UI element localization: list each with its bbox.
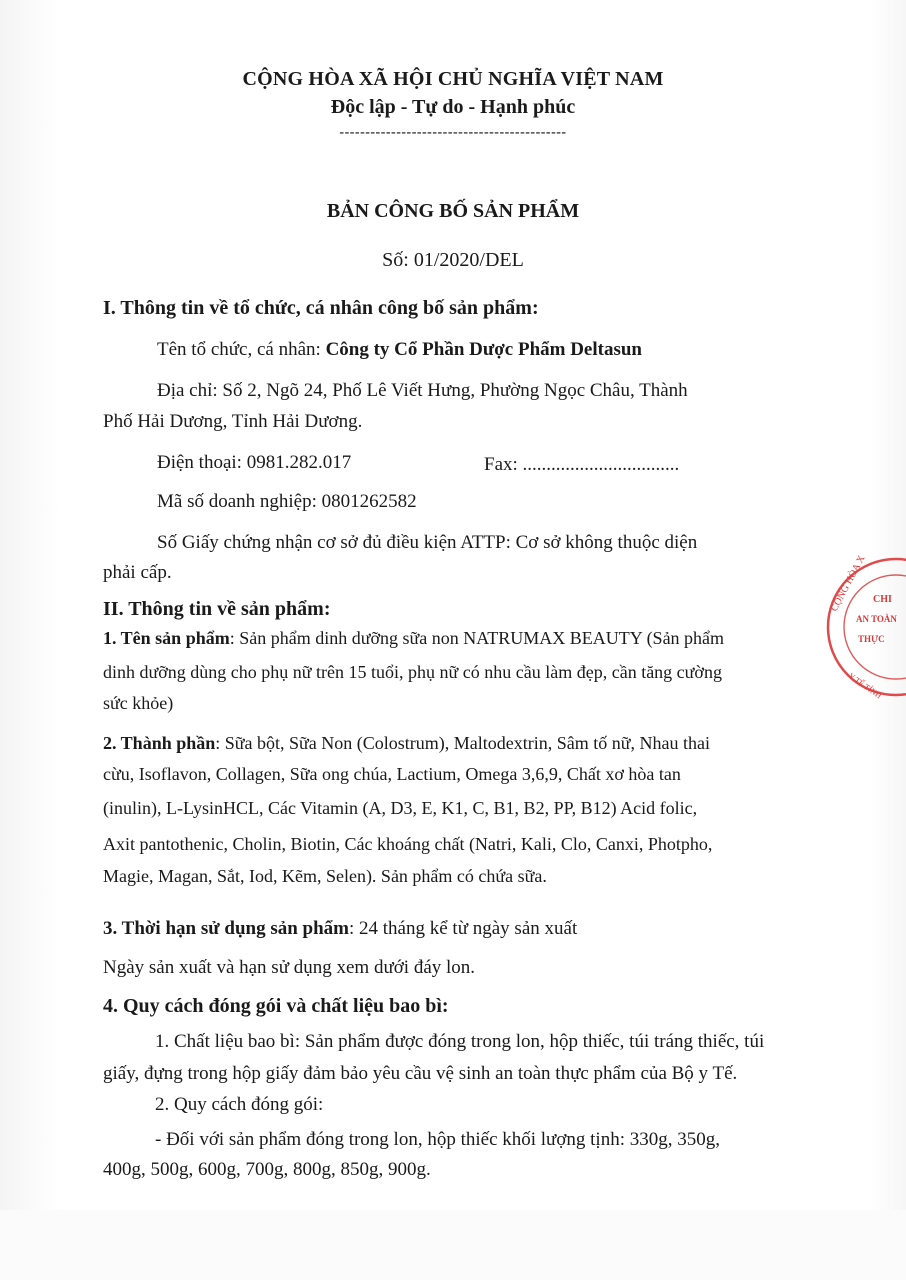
product-name-label: 1. Tên sản phẩm (103, 628, 230, 648)
packaging-material-line-2: giấy, đựng trong hộp giấy đảm bảo yêu cầu vệ sinh an toàn thực phẩm của Bộ y Tế. (103, 1063, 738, 1084)
phone-line: Điện thoại: 0981.282.017 (157, 452, 352, 473)
stamp-bottom-text: Y TẾ TỈNH (846, 671, 884, 701)
product-name-line-2: dinh dưỡng dùng cho phụ nữ trên 15 tuổi, phụ nữ có nhu cầu làm đẹp, cần tăng cường (103, 662, 722, 682)
national-heading: CỘNG HÒA XÃ HỘI CHỦ NGHĨA VIỆT NAM (242, 68, 664, 90)
ingredients-value: : Sữa bột, Sữa Non (Colostrum), Maltodextrin, Sâm tố nữ, Nhau thai (215, 733, 710, 753)
section-2-heading: II. Thông tin về sản phẩm: (103, 598, 331, 620)
stamp-line-3: THỰC (858, 634, 885, 644)
stamp-line-1: CHI (873, 594, 892, 605)
product-name-line-3: sức khỏe) (103, 693, 174, 713)
product-name-line-1 (103, 626, 724, 650)
ingredients-line-1 (103, 731, 710, 755)
address-line-1: Địa chỉ: Số 2, Ngõ 24, Phố Lê Viết Hưng, Phường Ngọc Châu, Thành (157, 380, 688, 401)
product-name-value: : Sản phẩm dinh dưỡng sữa non NATRUMAX BEAUTY (Sản phẩm (229, 628, 725, 648)
address-line-2: Phố Hải Dương, Tỉnh Hải Dương. (103, 411, 363, 432)
packaging-spec-heading: 2. Quy cách đóng gói: (155, 1094, 324, 1115)
packaging-spec-line-2: 400g, 500g, 600g, 700g, 800g, 850g, 900g. (103, 1159, 431, 1180)
ingredients-label: 2. Thành phần (103, 733, 216, 753)
org-name-label: Tên tổ chức, cá nhân: (157, 339, 326, 360)
packaging-material-line-1: 1. Chất liệu bao bì: Sản phẩm được đóng trong lon, hộp thiếc, túi tráng thiếc, túi (155, 1031, 765, 1052)
ingredients-line-2: cừu, Isoflavon, Collagen, Sữa ong chúa, Lactium, Omega 3,6,9, Chất xơ hòa tan (103, 764, 681, 784)
org-name-value: Công ty Cổ Phần Dược Phẩm Deltasun (325, 339, 643, 360)
ingredients-line-3: (inulin), L-LysinHCL, Các Vitamin (A, D3, E, K1, C, B1, B2, PP, B12) Acid folic, (103, 798, 698, 818)
stamp-ring-text: CỘNG HÒA X (828, 553, 868, 614)
shelf-life-line (103, 917, 577, 941)
section-1-heading: I. Thông tin về tổ chức, cá nhân công bố sản phẩm: (103, 297, 539, 319)
packaging-heading: 4. Quy cách đóng gói và chất liệu bao bì: (103, 995, 449, 1017)
ingredients-line-4: Axit pantothenic, Cholin, Biotin, Các khoáng chất (Natri, Kali, Clo, Canxi, Photpho, (103, 834, 713, 854)
page-bottom-margin (0, 1210, 906, 1280)
packaging-spec-line-1: - Đối với sản phẩm đóng trong lon, hộp thiếc khối lượng tịnh: 330g, 350g, (155, 1129, 720, 1150)
official-stamp-svg (818, 542, 906, 712)
motto-underline: -------------------------------------------- (339, 125, 567, 140)
shelf-life-label: 3. Thời hạn sử dụng sản phẩm (103, 918, 349, 939)
certificate-line-1: Số Giấy chứng nhận cơ sở đủ điều kiện ATTP: Cơ sở không thuộc diện (157, 532, 698, 553)
official-stamp (818, 542, 906, 712)
org-name-line (157, 338, 642, 362)
stamp-line-2: AN TOÀN (856, 614, 897, 624)
business-code-line: Mã số doanh nghiệp: 0801262582 (157, 491, 417, 512)
fax-line: Fax: ................................. (484, 454, 680, 475)
shelf-life-value: : 24 tháng kể từ ngày sản xuất (349, 918, 578, 939)
document-number: Số: 01/2020/DEL (382, 249, 524, 271)
certificate-line-2: phải cấp. (103, 562, 172, 583)
document-title: BẢN CÔNG BỐ SẢN PHẨM (326, 200, 580, 222)
production-date-note: Ngày sản xuất và hạn sử dụng xem dưới đáy lon. (103, 957, 476, 978)
ingredients-line-5: Magie, Magan, Sắt, Iod, Kẽm, Selen). Sản phẩm có chứa sữa. (103, 866, 547, 886)
national-motto: Độc lập - Tự do - Hạnh phúc (330, 96, 576, 118)
